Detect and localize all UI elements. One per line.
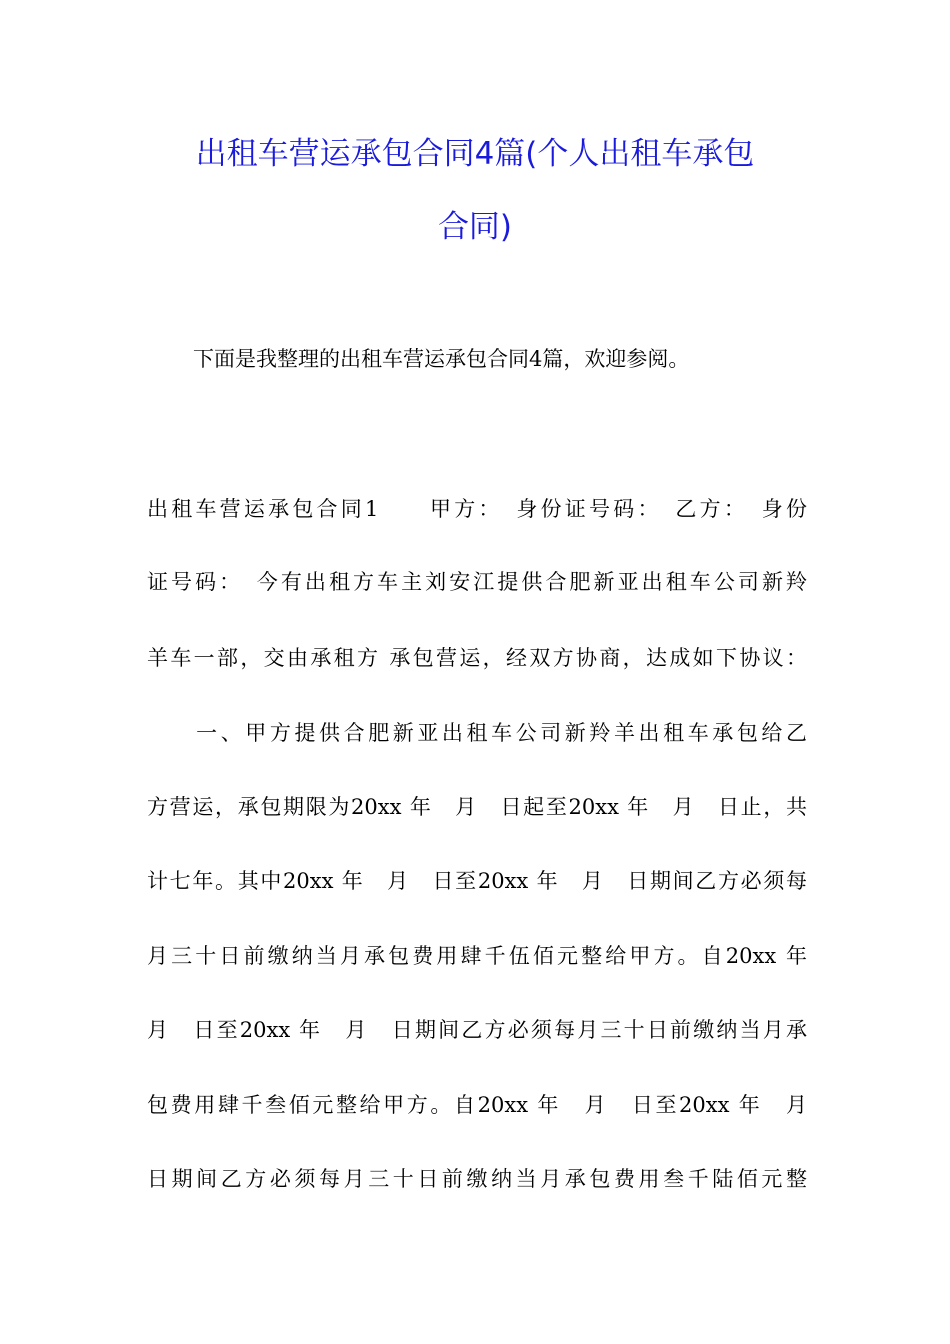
intro-paragraph: 下面是我整理的出租车营运承包合同4篇，欢迎参阅。 (193, 347, 690, 371)
body-line-4: 一、甲方提供合肥新亚出租车公司新羚羊出租车承包给乙 (147, 721, 807, 745)
document-title (0, 118, 950, 264)
body-line-7: 月三十日前缴纳当月承包费用肆千伍佰元整给甲方。自20xx 年 (147, 944, 807, 968)
body-line-10: 日期间乙方必须每月三十日前缴纳当月承包费用叁千陆佰元整 (147, 1167, 807, 1191)
title-line-2: 合同) (437, 209, 513, 245)
body-line-6: 计七年。其中20xx 年 月 日至20xx 年 月 日期间乙方必须每 (147, 869, 807, 893)
body-line-1: 出租车营运承包合同1 甲方： 身份证号码： 乙方： 身份 (147, 497, 807, 521)
body-line-5: 方营运，承包期限为20xx 年 月 日起至20xx 年 月 日止，共 (147, 795, 807, 819)
title-line-1: 出租车营运承包合同4篇(个人出租车承包 (195, 136, 755, 172)
body-line-8: 月 日至20xx 年 月 日期间乙方必须每月三十日前缴纳当月承 (147, 1018, 807, 1042)
body-line-2: 证号码： 今有出租方车主刘安江提供合肥新亚出租车公司新羚 (147, 570, 807, 594)
body-line-3: 羊车一部，交由承租方 承包营运，经双方协商，达成如下协议： (147, 646, 807, 670)
body-line-9: 包费用肆千叁佰元整给甲方。自20xx 年 月 日至20xx 年 月 (147, 1093, 807, 1117)
